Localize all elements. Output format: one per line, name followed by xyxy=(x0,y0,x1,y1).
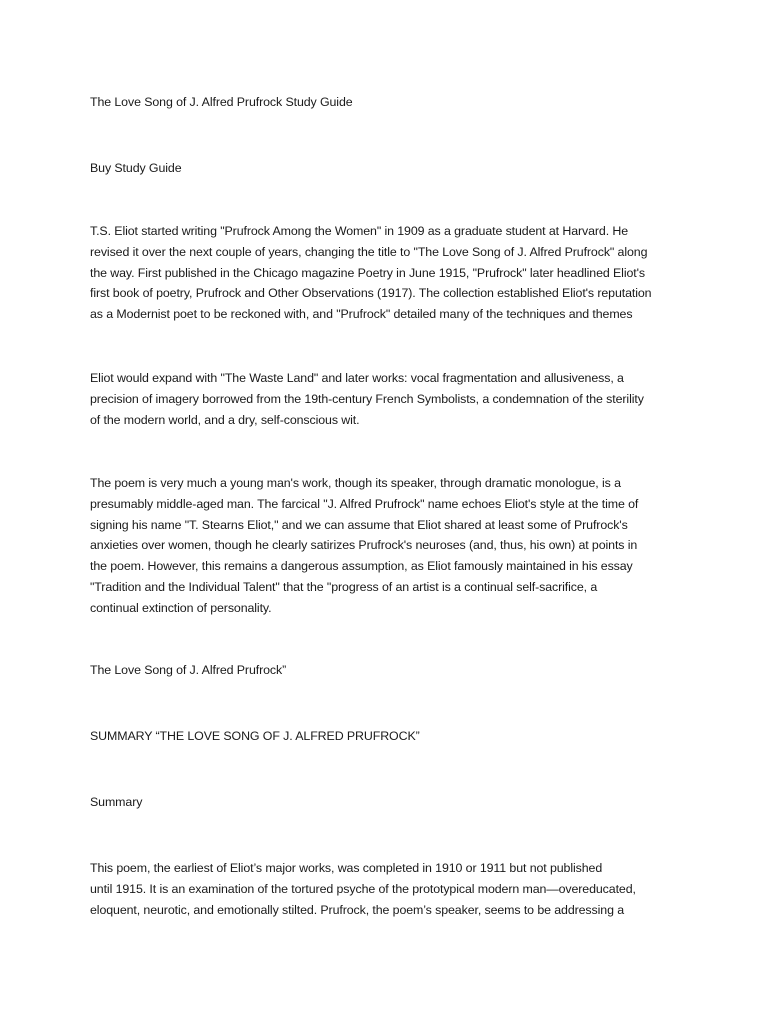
document-title xyxy=(90,92,690,113)
paragraph-line: This poem, the earliest of Eliot’s major works, was completed in 1910 or 1911 but not published xyxy=(90,861,603,875)
summary-label-text: Summary xyxy=(90,795,143,809)
paragraph-line: eloquent, neurotic, and emotionally stilted. Prufrock, the poem’s speaker, seems to be addressing a xyxy=(90,902,624,917)
paragraph-line: "Tradition and the Individual Talent" that the "progress of an artist is a continual self-sacrifice, a xyxy=(90,579,598,594)
paragraph-line: anxieties over women, though he clearly satirizes Prufrock's neuroses (and, thus, his own) at points in xyxy=(90,538,638,553)
paragraph-line: until 1915. It is an examination of the tortured psyche of the prototypical modern man—overeducated, xyxy=(90,881,636,896)
title-text: The Love Song of J. Alfred Prufrock Study Guide xyxy=(90,95,353,109)
summary-heading-text: SUMMARY “THE LOVE SONG OF J. ALFRED PRUFROCK” xyxy=(90,729,420,743)
poem-title-text: The Love Song of J. Alfred Prufrock” xyxy=(90,663,287,677)
paragraph-line: first book of poetry, Prufrock and Other Observations (1917). The collection established Eliot's reputation xyxy=(90,286,652,301)
paragraph-speaker xyxy=(90,473,690,619)
paragraph-line: precision of imagery borrowed from the 19th-century French Symbolists, a condemnation of the sterility xyxy=(90,391,644,406)
paragraph-line: revised it over the next couple of years, changing the title to "The Love Song of J. Alfred Prufrock" along xyxy=(90,244,648,259)
buy-study-guide-text: Buy Study Guide xyxy=(90,161,182,175)
paragraph-techniques xyxy=(90,368,690,430)
paragraph-line: of the modern world, and a dry, self-conscious wit. xyxy=(90,412,360,427)
paragraph-line: continual extinction of personality. xyxy=(90,600,272,615)
paragraph-line: as a Modernist poet to be reckoned with, and "Prufrock" detailed many of the techniques and themes xyxy=(90,307,633,322)
paragraph-line: the poem. However, this remains a dangerous assumption, as Eliot famously maintained in his essay xyxy=(90,559,633,574)
paragraph-line: signing his name "T. Stearns Eliot," and we can assume that Eliot shared at least some of Prufrock's xyxy=(90,517,628,532)
summary-heading xyxy=(90,726,690,747)
poem-title-heading xyxy=(90,660,690,681)
paragraph-line: presumably middle-aged man. The farcical "J. Alfred Prufrock" name echoes Eliot's style at the time of xyxy=(90,496,639,511)
buy-study-guide xyxy=(90,158,690,179)
paragraph-history xyxy=(90,221,690,325)
paragraph-line: the way. First published in the Chicago magazine Poetry in June 1915, "Prufrock" later headlined Eliot's xyxy=(90,265,645,280)
paragraph-line: T.S. Eliot started writing "Prufrock Among the Women" in 1909 as a graduate student at Harvard. He xyxy=(90,224,629,238)
paragraph-summary xyxy=(90,858,690,920)
paragraph-line: Eliot would expand with "The Waste Land" and later works: vocal fragmentation and allusiveness, a xyxy=(90,371,624,385)
summary-label xyxy=(90,792,690,813)
paragraph-line: The poem is very much a young man's work, though its speaker, through dramatic monologue, is a xyxy=(90,476,621,490)
